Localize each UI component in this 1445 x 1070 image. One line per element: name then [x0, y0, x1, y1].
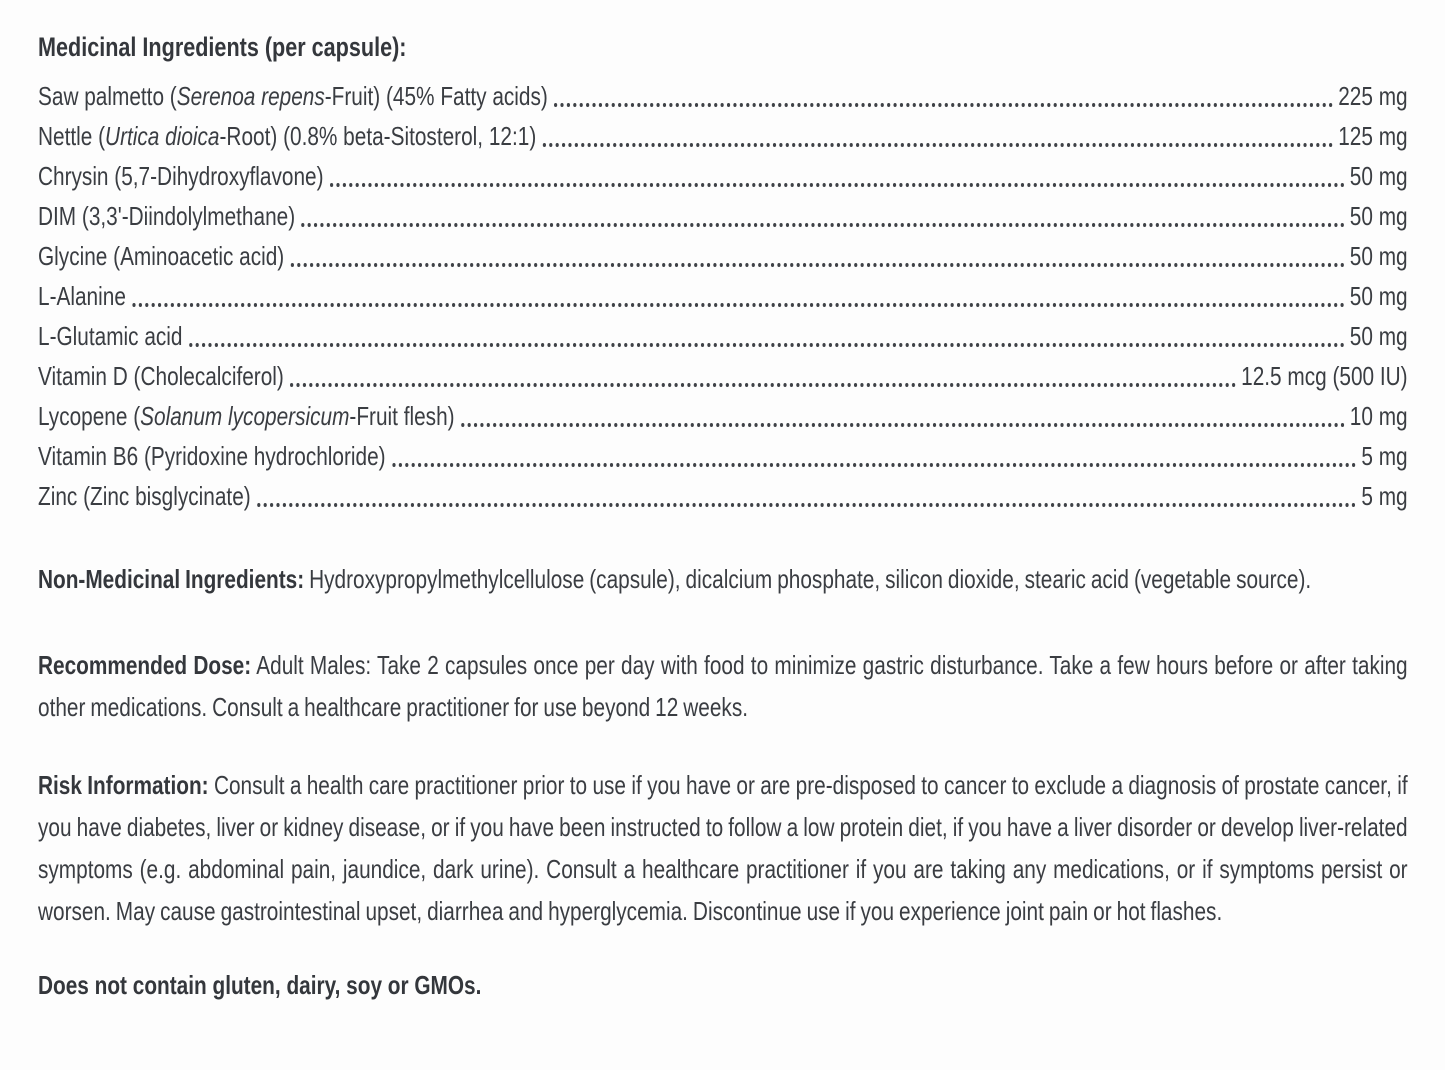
ingredient-amount: 5 mg: [1361, 481, 1408, 511]
ingredient-name-suffix: -Fruit flesh): [349, 401, 455, 431]
ingredient-amount: 50 mg: [1349, 201, 1408, 231]
recommended-dose-section: [38, 644, 1408, 728]
ingredient-amount: 10 mg: [1349, 401, 1408, 431]
dot-leader: [257, 503, 1356, 507]
dot-leader: [392, 463, 1357, 467]
ingredient-row-saw-palmetto: [38, 76, 1408, 116]
ingredient-amount: 50 mg: [1349, 281, 1408, 311]
ingredient-amount: 50 mg: [1349, 241, 1408, 271]
dot-leader: [291, 263, 1345, 267]
ingredient-row-nettle: [38, 116, 1408, 156]
ingredient-name: [38, 236, 284, 276]
ingredient-row-vitamin-b6: [38, 436, 1408, 476]
supplement-facts-panel: [38, 30, 1408, 1002]
ingredient-row-lycopene: [38, 396, 1408, 436]
ingredient-name-text: Vitamin B6 (Pyridoxine hydrochloride): [38, 441, 386, 471]
recommended-dose-label: Recommended Dose:: [38, 650, 252, 680]
ingredient-row-l-glutamic-acid: [38, 316, 1408, 356]
non-medicinal-ingredients-section: [38, 558, 1408, 600]
ingredient-amount: 50 mg: [1349, 321, 1408, 351]
ingredient-name-text: Saw palmetto (: [38, 81, 177, 111]
ingredient-amount: 12.5 mcg (500 IU): [1241, 361, 1408, 391]
ingredient-row-glycine: [38, 236, 1408, 276]
ingredient-name: [38, 356, 284, 396]
ingredient-name: [38, 116, 536, 156]
ingredient-name-text: Vitamin D (Cholecalciferol): [38, 361, 284, 391]
ingredient-name: [38, 276, 126, 316]
risk-information-section: [38, 764, 1408, 932]
recommended-dose-text: Adult Males: Take 2 capsules once per day with food to minimize gastric disturbance. Take a few hours before or after taking other medications. Consult a healthcare practitioner for use beyond 12 weeks.: [38, 650, 1408, 722]
dot-leader: [543, 143, 1334, 147]
ingredient-row-chrysin: [38, 156, 1408, 196]
risk-information-label: Risk Information:: [38, 770, 209, 800]
dot-leader: [461, 423, 1345, 427]
ingredient-name-text: Chrysin (5,7-Dihydroxyflavone): [38, 161, 324, 191]
ingredient-amount: 225 mg: [1338, 81, 1408, 111]
ingredient-name: [38, 196, 295, 236]
dot-leader: [330, 183, 1345, 187]
ingredient-name-text: Lycopene (: [38, 401, 141, 431]
ingredient-name: [38, 316, 183, 356]
non-medicinal-ingredients-label: Non-Medicinal Ingredients:: [38, 564, 305, 594]
ingredient-name: [38, 396, 455, 436]
ingredient-name-text: Zinc (Zinc bisglycinate): [38, 481, 251, 511]
ingredient-row-zinc: [38, 476, 1408, 516]
medicinal-ingredients-heading: Medicinal Ingredients (per capsule):: [38, 32, 407, 62]
ingredient-name-text: Glycine (Aminoacetic acid): [38, 241, 285, 271]
dot-leader: [189, 343, 1345, 347]
dot-leader: [132, 303, 1345, 307]
ingredient-row-dim: [38, 196, 1408, 236]
risk-information-text: Consult a health care practitioner prior to use if you have or are pre-disposed to cancer to exclude a diagnosis of prostate cancer, if you have diabetes, liver or kidney disease, or if you have been instructed to follow a low protein diet, if you have a liver disorder or develop liver-related symptoms (e.g. abdominal pain, jaundice, dark urine). Consult a healthcare practitioner if you are taking any medications, or if symptoms persist or worsen. May cause gastrointestinal upset, diarrhea and hyperglycemia. Discontinue use if you experience joint pain or hot flashes.: [38, 770, 1408, 926]
ingredient-name-text: L-Alanine: [38, 281, 126, 311]
ingredient-row-vitamin-d: [38, 356, 1408, 396]
ingredient-amount: 5 mg: [1361, 441, 1408, 471]
ingredient-amount: 50 mg: [1349, 161, 1408, 191]
ingredient-name-text: L-Glutamic acid: [38, 321, 183, 351]
ingredient-name: [38, 436, 386, 476]
ingredient-latin-name: Serenoa repens: [176, 81, 325, 111]
ingredient-amount: 125 mg: [1338, 121, 1408, 151]
ingredient-name: [38, 76, 548, 116]
ingredient-name-text: DIM (3,3'-Diindolylmethane): [38, 201, 296, 231]
dot-leader: [554, 103, 1333, 107]
ingredient-name: [38, 156, 324, 196]
ingredient-latin-name: Urtica dioica: [105, 121, 220, 151]
non-medicinal-ingredients-text: Hydroxypropylmethylcellulose (capsule), dicalcium phosphate, silicon dioxide, stearic acid (vegetable source).: [304, 564, 1312, 594]
ingredient-row-l-alanine: [38, 276, 1408, 316]
ingredient-name-text: Nettle (: [38, 121, 106, 151]
dot-leader: [302, 223, 1345, 227]
dot-leader: [290, 383, 1236, 387]
ingredient-name-suffix: -Fruit) (45% Fatty acids): [324, 81, 548, 111]
ingredient-name: [38, 476, 251, 516]
ingredient-latin-name: Solanum lycopersicum: [140, 401, 350, 431]
ingredient-name-suffix: -Root) (0.8% beta-Sitosterol, 12:1): [219, 121, 537, 151]
ingredient-list: [38, 76, 1408, 516]
allergen-statement: Does not contain gluten, dairy, soy or GMOs.: [38, 970, 482, 1000]
